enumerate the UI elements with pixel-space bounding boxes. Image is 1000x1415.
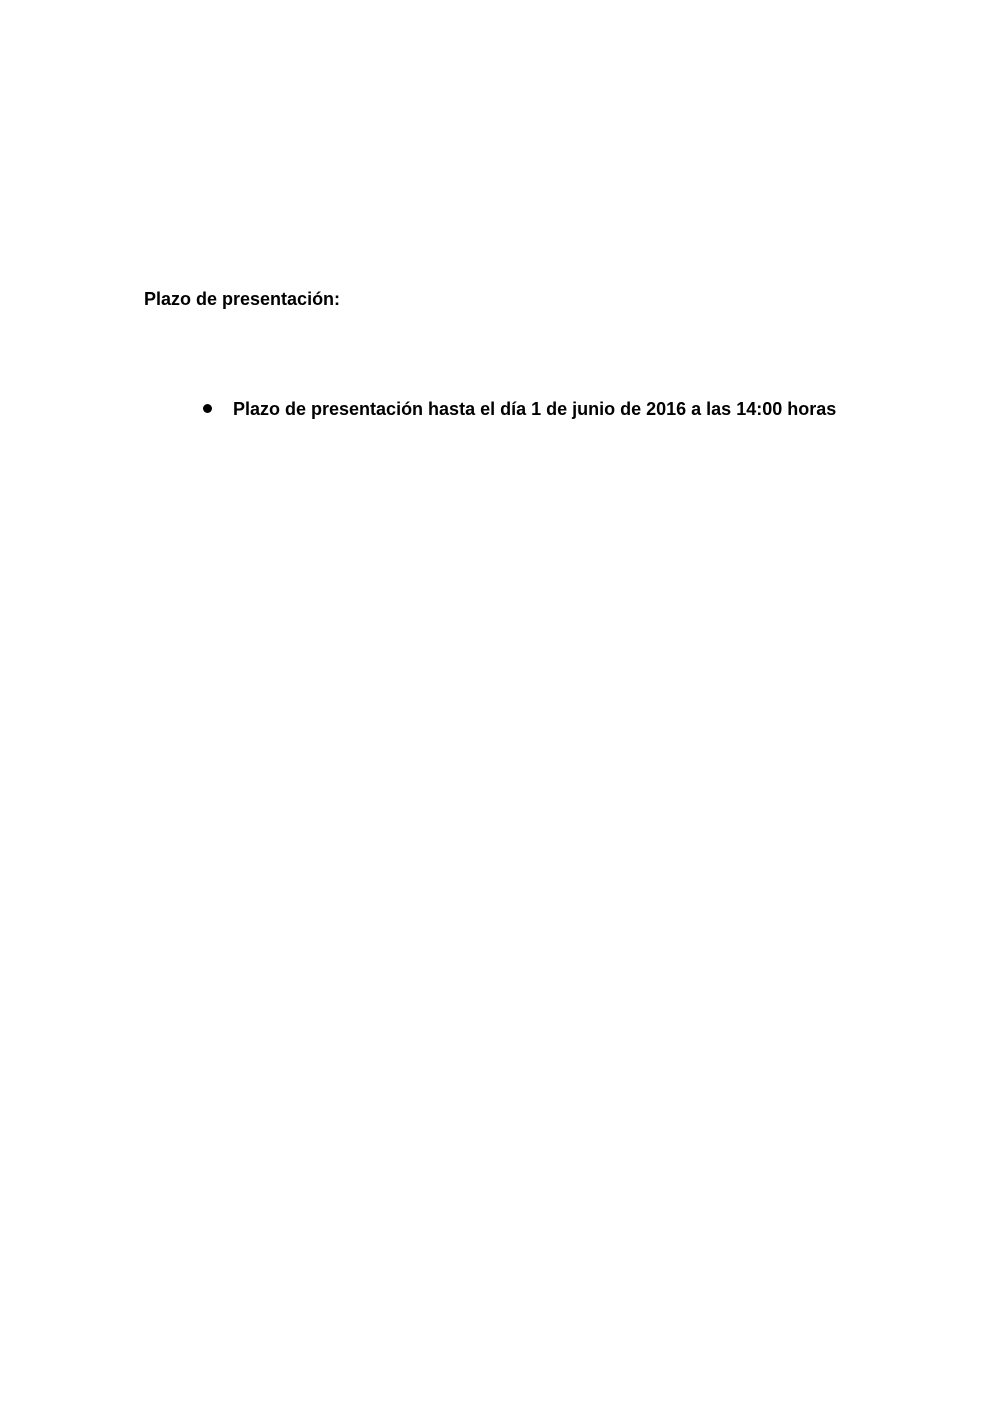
bullet-icon [203,404,212,413]
section-heading: Plazo de presentación: [144,289,341,309]
list-item-text: Plazo de presentación hasta el día 1 de junio de 2016 a las 14:00 horas [233,399,837,419]
